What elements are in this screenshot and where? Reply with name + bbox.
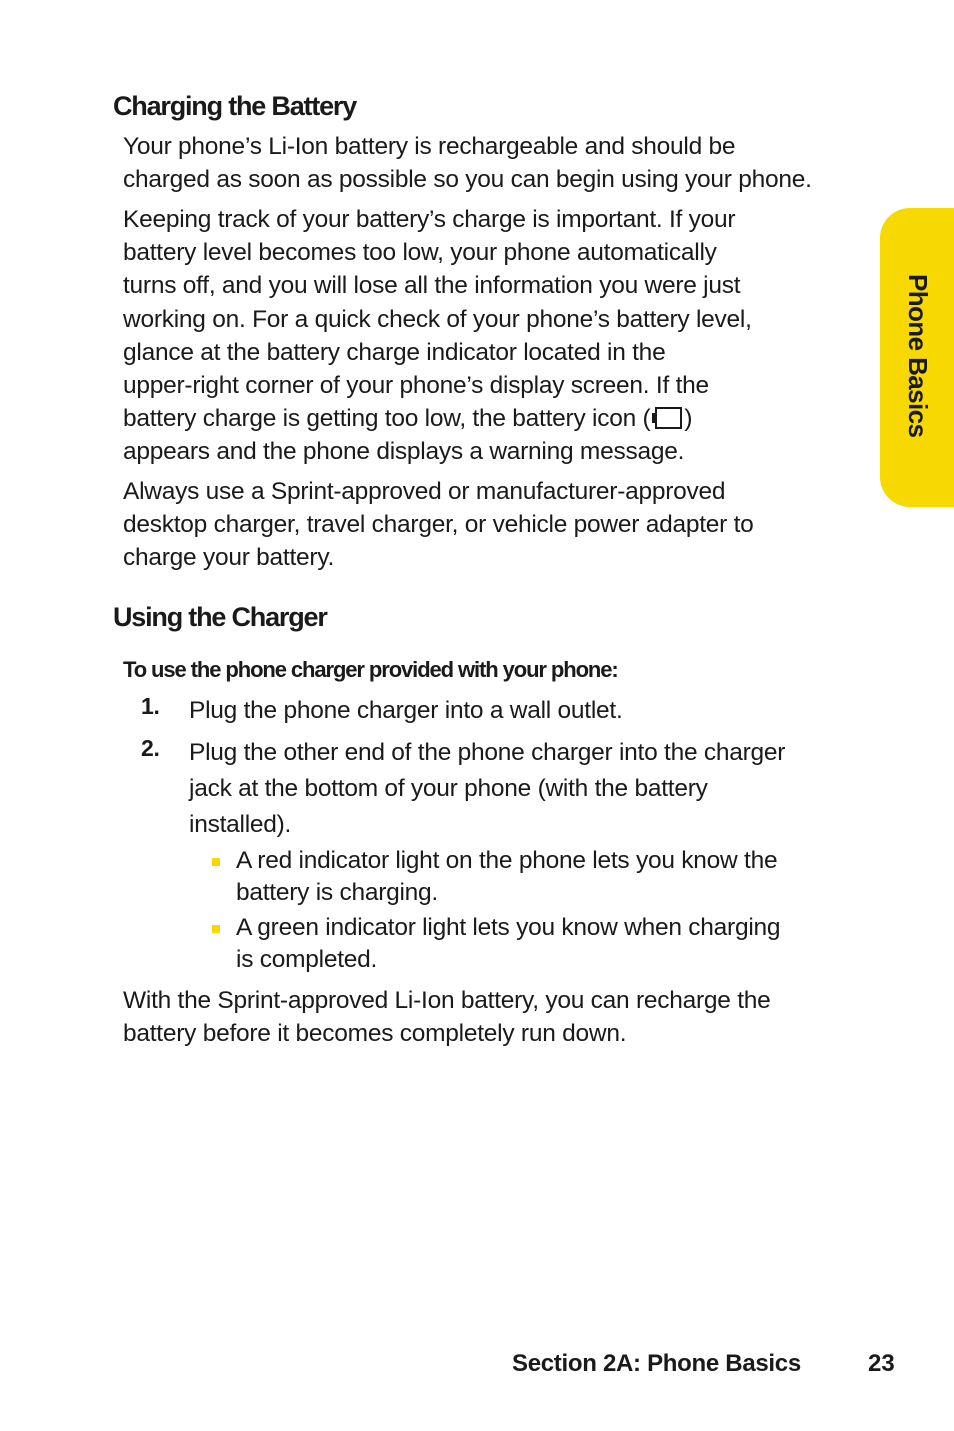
section-heading-charging: Charging the Battery [113,91,357,121]
text-line: glance at the battery charge indicator located in the [123,338,666,366]
text-line: working on. For a quick check of your phone’s battery level, [123,305,752,333]
bullet-text [236,912,780,976]
page-number: 23 [868,1350,895,1377]
instruction-heading: To use the phone charger provided with your phone: [123,657,618,682]
text-line: With the Sprint-approved Li-Ion battery, you can recharge the [123,987,771,1014]
paragraph-battery-intro [123,130,873,196]
text-line: desktop charger, travel charger, or vehicle power adapter to [123,511,754,539]
text-line: charged as soon as possible so you can begin using your phone. [123,166,812,194]
text-line: Always use a Sprint-approved or manufacturer-approved [123,478,726,505]
text-line: battery is charging. [236,879,438,906]
section-side-tab [880,208,954,507]
bullet-text [236,845,777,909]
text-line: Plug the other end of the phone charger into the charger [189,739,786,766]
text-line: Keeping track of your battery’s charge is important. If your [123,206,736,233]
text-line: upper-right corner of your phone’s display screen. If the [123,372,709,400]
text-line: Plug the phone charger into a wall outlet. [189,697,623,724]
paragraph-recharge-note [123,984,873,1050]
square-bullet-icon [212,858,220,866]
text-line: is completed. [236,946,378,973]
text-line: battery before it becomes completely run down. [123,1020,627,1048]
step-number: 2. [141,735,160,761]
text-line: appears and the phone displays a warning message. [123,438,685,466]
text-after-icon: ) [684,405,693,433]
text-line: Your phone’s Li-Ion battery is rechargeable and should be [123,133,736,160]
paragraph-battery-tracking [123,203,873,469]
step-text [189,693,623,729]
square-bullet-icon [212,925,220,933]
text-line: charge your battery. [123,544,335,572]
text-line-with-icon [123,402,873,435]
step-text [189,735,785,843]
step-number: 1. [141,693,160,719]
text-line: battery level becomes too low, your phone automatically [123,239,717,267]
text-line: A red indicator light on the phone lets you know the [236,847,778,874]
side-tab-label: Phone Basics [903,274,933,438]
footer-section-label: Section 2A: Phone Basics [512,1350,801,1377]
text-line: jack at the bottom of your phone (with the battery [189,775,708,802]
paragraph-approved-chargers [123,475,873,575]
battery-empty-icon [652,406,682,430]
section-heading-charger: Using the Charger [113,602,327,632]
text-line: turns off, and you will lose all the information you were just [123,272,741,300]
text-before-icon: battery charge is getting too low, the battery icon ( [123,405,651,433]
text-line: A green indicator light lets you know when charging [236,914,781,941]
text-line: installed). [189,811,292,838]
